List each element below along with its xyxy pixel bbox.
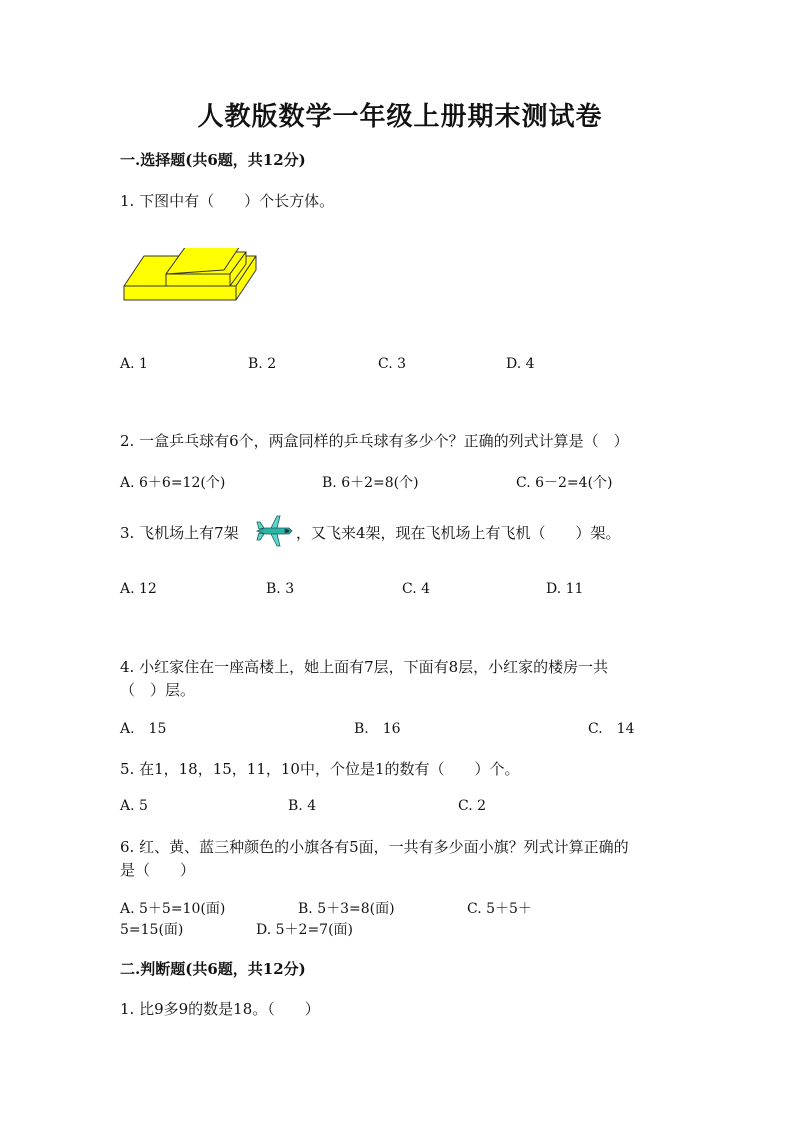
airplane-icon: [255, 514, 293, 548]
question-6-text-line2: 是（ ）: [120, 861, 196, 879]
question-3-option-a: A. 12: [120, 581, 157, 597]
question-6-text-line1: 6. 红、黄、蓝三种颜色的小旗各有5面，一共有多少面小旗？列式计算正确的: [120, 838, 629, 856]
question-6-option-a: A. 5＋5=10(面): [120, 901, 226, 917]
question-3-text-after: ，又飞来4架，现在飞机场上有飞机（ ）架。: [296, 524, 621, 542]
page-title: 人教版数学一年级上册期末测试卷: [197, 102, 603, 132]
question-1-option-b: B. 2: [248, 356, 277, 372]
question-6-option-c-part2: 5=15(面): [120, 922, 184, 938]
question-4-option-b: B. 16: [354, 721, 401, 737]
question-6-option-b: B. 5＋3=8(面): [298, 901, 395, 917]
section-heading-choice: 一.选择题(共6题，共12分): [120, 151, 306, 169]
question-4-text-line1: 4. 小红家住在一座高楼上，她上面有7层，下面有8层，小红家的楼房一共: [120, 658, 609, 676]
question-5-option-c: C. 2: [458, 798, 487, 814]
question-3-text-before: 3. 飞机场上有7架: [120, 524, 239, 542]
question-2-option-a: A. 6＋6=12(个): [120, 475, 226, 491]
question-1-option-a: A. 1: [120, 356, 148, 372]
question-4-option-a: A. 15: [120, 721, 167, 737]
question-1-option-d: D. 4: [506, 356, 535, 372]
section-heading-judge: 二.判断题(共6题，共12分): [120, 960, 306, 978]
question-4-text-line2: （ ）层。: [120, 681, 196, 699]
question-2-option-b: B. 6＋2=8(个): [322, 475, 419, 491]
question-6-option-c-part1: C. 5＋5＋: [467, 901, 532, 917]
question-1-text: 1. 下图中有（ ）个长方体。: [120, 192, 335, 210]
question-5-text: 5. 在1，18，15，11，10中，个位是1的数有（ ）个。: [120, 760, 520, 778]
question-3-option-d: D. 11: [546, 581, 584, 597]
question-3-option-b: B. 3: [266, 581, 295, 597]
question-2-text: 2. 一盒乒乓球有6个，两盒同样的乒乓球有多少个？正确的列式计算是（ ）: [120, 432, 629, 450]
question-5-option-b: B. 4: [288, 798, 317, 814]
question-1-option-c: C. 3: [378, 356, 407, 372]
stacked-cuboids-figure: [120, 248, 260, 308]
question-3-option-c: C. 4: [402, 581, 431, 597]
question-5-option-a: A. 5: [120, 798, 148, 814]
judge-1-text: 1. 比9多9的数是18。（ ）: [120, 1000, 320, 1018]
question-6-option-d: D. 5＋2=7(面): [256, 922, 354, 938]
question-2-option-c: C. 6－2=4(个): [516, 475, 613, 491]
question-4-option-c: C. 14: [588, 721, 635, 737]
